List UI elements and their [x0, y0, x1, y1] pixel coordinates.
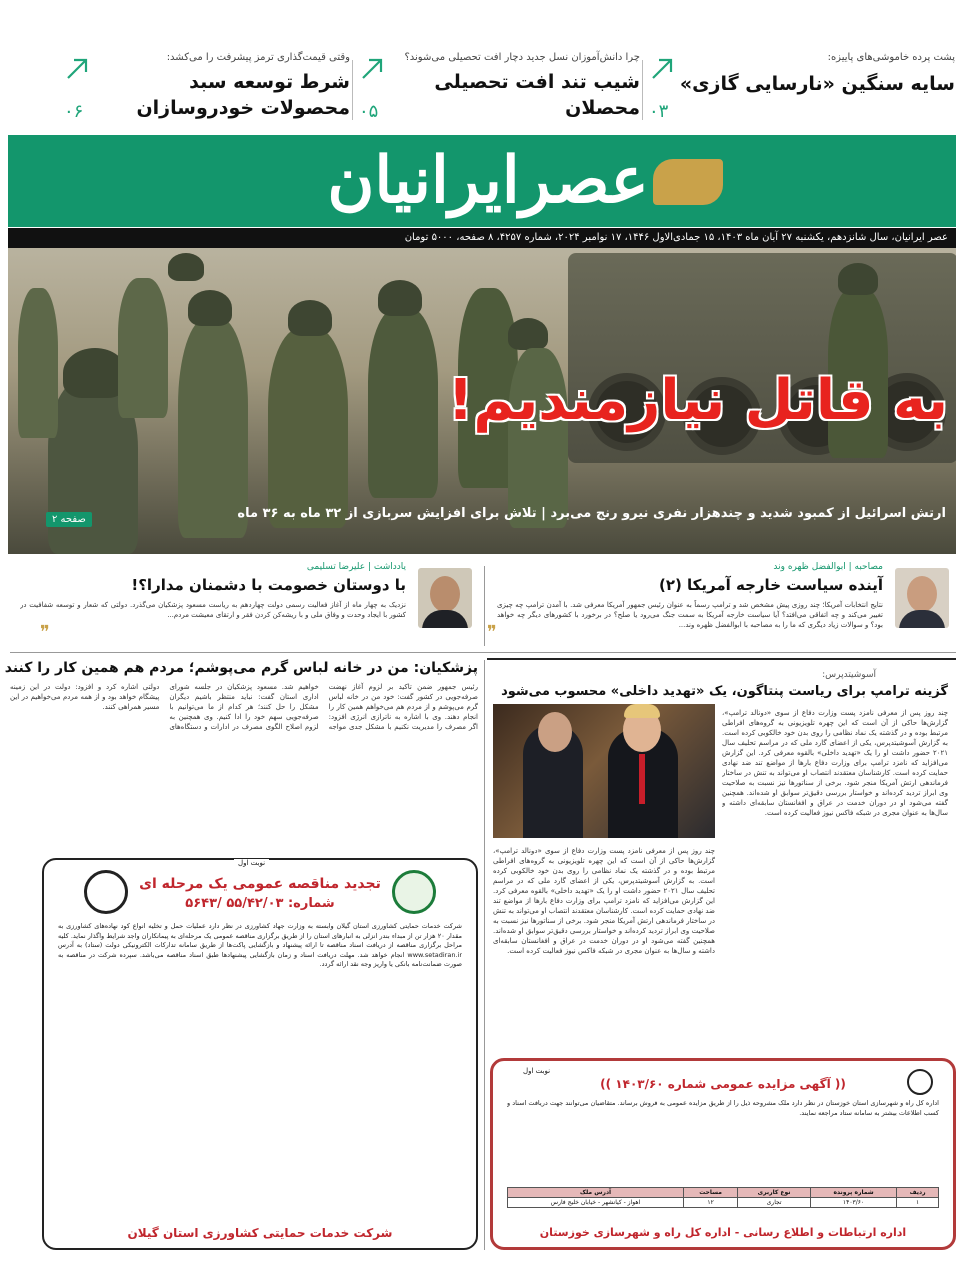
pezeshkian-article[interactable]	[4, 660, 478, 856]
ad-title: تجدید مناقصه عمومی یک مرحله ای	[139, 876, 381, 892]
teaser-page-number: ۰۵	[359, 101, 379, 122]
table-header: نوع کاربری	[738, 1188, 811, 1198]
dateline: عصر ایرانیان، سال شانزدهم، یکشنبه ۲۷ آبان ماه ۱۴۰۳، ۱۵ جمادی‌الاول ۱۴۴۶، ۱۷ نوامبر ۲۰۲۴، شماره ۴۲۵۷، ۸ صفحه، ۵۰۰۰ تومان	[8, 228, 956, 248]
article-kicker: آسوشیتدپرس:	[822, 670, 876, 680]
soldier-figure	[178, 318, 248, 538]
interview-title: آینده سیاست خارجه آمریکا (۲)	[658, 576, 883, 594]
interview-tag: مصاحبه | ابوالفضل ظهره وند	[773, 562, 883, 572]
teaser-headline: سایه سنگین «نارسایی گازی»	[679, 73, 955, 95]
ad-badge: نوبت اول	[234, 859, 269, 867]
soldier-figure	[18, 288, 58, 438]
teaser-education[interactable]	[355, 52, 640, 122]
pentagon-article-box	[487, 658, 956, 1050]
article-body-left: چند روز پس از معرفی نامزد پست وزارت دفاع از سوی «دونالد ترامپ»، گزارش‌ها حاکی از آن است که این چهره تلویزیونی به گروه‌های افراطی مرتبط بوده و در گذشته یک نماد نظامی را روی بدن خود خالکوبی کرده است. به گزارش آسوشیتدپرس، یکی از اعضای گارد ملی که در مراسم تحلیف سال ۲۰۲۱ حضور داشت او را یک «تهدید داخلی» بالقوه معرفی کرد. این گزارش می‌افزاید که نامزد ترامپ برای وزارت دفاع بارها از مواضع تند ضد نهادی حمایت کرده است. کارشناسان معتقدند انتصاب او می‌تواند به تنش در ساختار فرماندهی ارتش آمریکا منجر شود. برخی از سناتورها نیز نسبت به صلاحیت وی ابراز تردید کرده‌اند و خواستار بررسی دقیق‌تر سوابق او شده‌اند. همچنین گفته می‌شود او در دوران خدمت در عراق و افغانستان سابقه‌ای داشته و سال‌ها به عنوان مجری در شبکه فاکس نیوز فعالیت کرده است.	[493, 847, 715, 955]
teaser-gas[interactable]	[645, 52, 955, 122]
teaser-kicker: چرا دانش‌آموزان نسل جدید دچار افت تحصیلی می‌شوند؟	[404, 52, 640, 63]
hero-subheadline: ارتش اسرائیل از کمبود شدید و چندهزار نفری نیرو رنج می‌برد | تلاش برای افزایش سربازی از ۳۲ ماه به ۳۶ ماه	[237, 506, 946, 521]
teaser-automakers[interactable]	[60, 52, 350, 122]
table-header: مساحت	[683, 1188, 737, 1198]
opinion-title: با دوستان خصومت با دشمنان مدارا؟!	[131, 576, 406, 594]
table-header: شماره پرونده	[810, 1188, 896, 1198]
table-cell: ۱۴۰۳/۶۰	[810, 1198, 896, 1208]
interview-portrait	[895, 568, 949, 628]
article-body-right: چند روز پس از معرفی نامزد پست وزارت دفاع از سوی «دونالد ترامپ»، گزارش‌ها حاکی از آن است که این چهره تلویزیونی به گروه‌های افراطی مرتبط بوده و در گذشته یک نماد نظامی را روی بدن خود خالکوبی کرده است. به گزارش آسوشیتدپرس، یکی از اعضای گارد ملی که در مراسم تحلیف سال ۲۰۲۱ حضور داشت او را یک «تهدید داخلی» بالقوه معرفی کرد. این گزارش می‌افزاید که نامزد ترامپ برای وزارت دفاع بارها از مواضع تند ضد نهادی حمایت کرده است. کارشناسان معتقدند انتصاب او می‌تواند به تنش در ساختار فرماندهی ارتش آمریکا منجر شود. برخی از سناتورها نیز نسبت به صلاحیت وی ابراز تردید کرده‌اند و خواستار بررسی دقیق‌تر سوابق او شده‌اند. همچنین گفته می‌شود او در دوران خدمت در عراق و افغانستان سابقه‌ای داشته و سال‌ها به عنوان مجری در شبکه فاکس نیوز فعالیت کرده است.	[722, 709, 948, 817]
ad-body: شرکت خدمات حمایتی کشاورزی استان گیلان وابسته به وزارت جهاد کشاورزی در نظر دارد عملیات حمل و تخلیه انواع کود نهاده‌های کشاورزی به مقدار ۲۰ هزار تن از مبداء بندر انزلی به انبارهای استان را از طریق برگزاری مناقصه عمومی یک مرحله‌ای به پیمانکاران واجد شرایط واگذار نماید. کلیه مراحل برگزاری مناقصه از دریافت اسناد مناقصه تا ارائه پیشنهاد و بازگشایی پاکت‌ها از طریق سامانه تدارکات الکترونیکی دولت (ستاد) به آدرس www.setadiran.ir انجام خواهد شد. مهلت دریافت اسناد و زمان بازگشایی پیشنهادها طبق اسناد مناقصه می‌باشد. سپرده شرکت در مناقصه به صورت ضمانت‌نامه بانکی یا واریز وجه نقد ارائه گردد.	[58, 922, 462, 968]
teaser-kicker: وقتی قیمت‌گذاری ترمز پیشرفت را می‌کشد:	[166, 52, 350, 63]
soldier-helmet	[168, 253, 204, 281]
hero-headline[interactable]: به قاتل نیازمندیم!	[447, 368, 948, 433]
ad-badge: نوبت اول	[523, 1067, 551, 1075]
page-reference-badge[interactable]: صفحه ۲	[46, 512, 92, 527]
interview-section[interactable]	[487, 562, 955, 647]
ad-footer: شرکت خدمات حمایتی کشاورزی استان گیلان	[127, 1226, 393, 1240]
ad-number: شماره: ۵۵/۴۲/۰۳ /۵۶۴۳	[185, 896, 335, 911]
newspaper-logo[interactable]: عصرایرانیان	[327, 143, 649, 218]
ad-body: اداره کل راه و شهرسازی استان خوزستان در نظر دارد ملک مشروحه ذیل را از طریق مزایده عمومی به فروش برساند. متقاضیان می‌توانند جهت دریافت اسناد و کسب اطلاعات بیشتر به سامانه ستاد مراجعه نمایند.	[507, 1099, 939, 1117]
arrow-up-right-icon	[64, 56, 90, 82]
arrow-up-right-icon	[649, 56, 675, 82]
table-cell: ۱۲	[683, 1198, 737, 1208]
soldier-helmet	[288, 300, 332, 336]
teaser-headline: شیب تند افت تحصیلی محصلان	[434, 71, 640, 119]
auction-table	[507, 1187, 939, 1208]
teaser-kicker: پشت پرده خاموشی‌های پاییزه:	[827, 52, 955, 63]
masthead	[8, 135, 956, 227]
interview-body: نتایج انتخابات آمریکا؛ چند روزی پیش مشخص شد و ترامپ رسماً به عنوان رئیس جمهور آمریکا معرفی شد. با آمدن ترامپ چه چیزی تغییر می‌کند و چه اتفاقی می‌افتد؟ آیا سیاست خارجه آمریکا به سمت جنگ می‌رود یا صلح؟ در برخورد با کشورهای دیگر چه خواهد بود؟ و سوالات زیاد دیگری که ما را به مصاحبه با ابوالفضل ظهره وند...	[497, 601, 883, 629]
teaser-page-number: ۰۶	[64, 101, 84, 122]
divider	[352, 60, 353, 120]
table-header: ردیف	[897, 1188, 939, 1198]
teaser-page-number: ۰۳	[649, 101, 669, 122]
soldier-helmet	[378, 280, 422, 316]
soldier-figure	[118, 278, 168, 418]
column-divider	[484, 566, 485, 646]
tender-ad[interactable]	[42, 858, 478, 1250]
ad-footer: اداره ارتباطات و اطلاع رسانی - اداره کل راه و شهرسازی خوزستان	[539, 1226, 907, 1239]
section-divider	[10, 652, 956, 653]
table-cell: تجاری	[738, 1198, 811, 1208]
article-title: پزشکیان: من در خانه لباس گرم می‌پوشم؛ مردم هم همین کار را کنند	[4, 660, 478, 676]
table-cell: ۱	[897, 1198, 939, 1208]
arrow-up-right-icon	[359, 56, 385, 82]
iran-emblem-icon	[907, 1069, 933, 1095]
article-body: رئیس جمهور ضمن تاکید بر لزوم آغاز نهضت صرفه‌جویی در کشور گفت: خود من در خانه لباس گرم می‌پوشم و از مردم هم می‌خواهم همین کار را انجام دهند. وی با اشاره به ناترازی انرژی افزود: اگر مصرف را مدیریت نکنیم با مشکل جدی مواجه خواهیم شد. مسعود پزشکیان در جلسه شورای اداری استان گفت: نباید منتظر باشیم دیگران مشکل را حل کنند؛ هر کدام از ما می‌توانیم با صرفه‌جویی سهم خود را ادا کنیم. وی همچنین به لزوم اصلاح الگوی مصرف در ادارات و دستگاه‌های دولتی اشاره کرد و افزود: دولت در این زمینه پیشگام خواهد بود و از همه مردم می‌خواهیم در این مسیر همراهی کنند.	[10, 683, 478, 731]
table-row	[508, 1198, 939, 1208]
table-cell: اهواز - کیانشهر - خیابان خلیج فارس	[508, 1198, 684, 1208]
teaser-headline: شرط توسعه سبد محصولات خودروسازان	[136, 71, 350, 119]
divider	[642, 60, 643, 120]
opinion-section[interactable]	[10, 562, 478, 647]
author-portrait	[418, 568, 472, 628]
ad-title: (( آگهی مزایده عمومی شماره ۱۴۰۳/۶۰ ))	[600, 1077, 846, 1091]
article-title[interactable]: گزینه ترامپ برای ریاست پنتاگون، یک «تهدید داخلی» محسوب می‌شود	[501, 684, 948, 699]
soldier-helmet	[838, 263, 878, 295]
opinion-body: نزدیک به چهار ماه از آغاز فعالیت رسمی دولت چهاردهم به ریاست مسعود پزشکیان می‌گذرد. دولتی که شعار و توسعه شفافیت در کشور با ایجاد وحدت و وفاق ملی و با ریشه‌کن کردن فقر و ارتقای معیشت مردم...	[20, 601, 406, 619]
quote-icon: ❞	[40, 622, 50, 643]
soldier-helmet	[188, 290, 232, 326]
opinion-tag: یادداشت | علیرضا تسلیمی	[306, 562, 406, 572]
column-divider	[484, 660, 485, 1250]
hero-photo	[8, 248, 956, 554]
auction-ad[interactable]	[490, 1058, 956, 1250]
trump-photo	[493, 704, 715, 838]
quote-icon: ❞	[487, 622, 497, 643]
soldier-helmet	[508, 318, 548, 350]
agriculture-emblem-icon	[392, 870, 436, 914]
table-header: آدرس ملک	[508, 1188, 684, 1198]
jihad-emblem-icon	[84, 870, 128, 914]
